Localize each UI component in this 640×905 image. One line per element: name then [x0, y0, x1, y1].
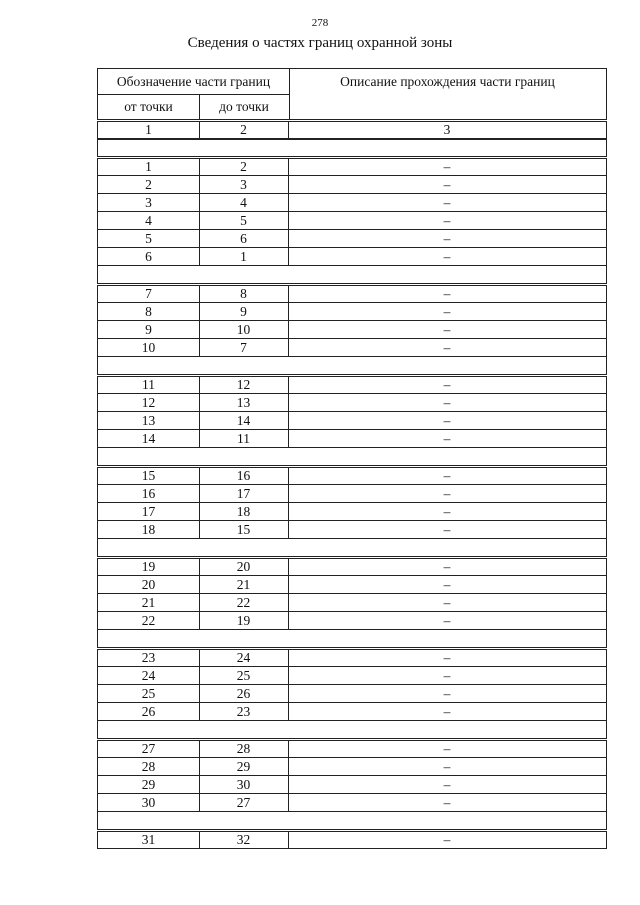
to-point-cell: 6 — [199, 230, 289, 247]
column-number-row — [97, 121, 607, 139]
description-cell: – — [443, 394, 451, 410]
description-cell: – — [443, 248, 451, 264]
description-cell: – — [443, 286, 451, 301]
to-point-cell: 25 — [199, 667, 289, 684]
from-point-cell: 1 — [98, 159, 200, 175]
table-row — [97, 558, 607, 576]
to-point-cell: 1 — [199, 248, 289, 265]
description-cell: – — [443, 685, 451, 701]
from-point-cell: 9 — [98, 321, 200, 338]
description-cell: – — [443, 832, 451, 847]
from-point-cell: 28 — [98, 758, 200, 775]
to-point-cell: 28 — [199, 741, 289, 757]
header-to-point: до точки — [219, 99, 269, 114]
group-separator-row — [97, 721, 607, 739]
from-point-cell: 6 — [98, 248, 200, 265]
to-point-cell: 17 — [199, 485, 289, 502]
description-cell: – — [443, 794, 451, 810]
from-point-cell: 25 — [98, 685, 200, 702]
table-row — [97, 685, 607, 703]
from-point-cell: 13 — [98, 412, 200, 429]
to-point-cell: 29 — [199, 758, 289, 775]
description-cell: – — [443, 176, 451, 192]
description-cell: – — [443, 612, 451, 628]
group-separator-row — [97, 357, 607, 375]
table-row — [97, 430, 607, 448]
table-row — [97, 248, 607, 266]
from-point-cell: 15 — [98, 468, 200, 484]
to-point-cell: 3 — [199, 176, 289, 193]
from-point-cell: 2 — [98, 176, 200, 193]
table-row — [97, 594, 607, 612]
to-point-cell: 14 — [199, 412, 289, 429]
from-point-cell: 14 — [98, 430, 200, 447]
table-row — [97, 176, 607, 194]
description-cell: – — [443, 559, 451, 574]
from-point-cell: 3 — [98, 194, 200, 211]
from-point-cell: 10 — [98, 339, 200, 356]
group-separator-row — [97, 139, 607, 157]
to-point-cell: 21 — [199, 576, 289, 593]
from-point-cell: 19 — [98, 559, 200, 575]
description-cell: – — [443, 430, 451, 446]
table-row — [97, 667, 607, 685]
table-row — [97, 303, 607, 321]
header-from-point: от точки — [98, 94, 200, 120]
column-number-cell: 2 — [199, 122, 289, 138]
table-row — [97, 212, 607, 230]
group-separator-row — [97, 812, 607, 830]
to-point-cell: 11 — [199, 430, 289, 447]
from-point-cell: 20 — [98, 576, 200, 593]
description-cell: – — [443, 468, 451, 483]
page-title: Сведения о частях границ охранной зоны — [187, 35, 453, 51]
header-group-label: Обозначение части границ — [98, 69, 289, 95]
to-point-cell: 24 — [199, 650, 289, 666]
from-point-cell: 22 — [98, 612, 200, 629]
from-point-cell: 16 — [98, 485, 200, 502]
table-row — [97, 649, 607, 667]
to-point-cell: 8 — [199, 286, 289, 302]
from-point-cell: 7 — [98, 286, 200, 302]
table-row — [97, 703, 607, 721]
table-row — [97, 230, 607, 248]
header-boundary-designation — [98, 69, 290, 119]
from-point-cell: 27 — [98, 741, 200, 757]
from-point-cell: 23 — [98, 650, 200, 666]
from-point-cell: 31 — [98, 832, 200, 848]
table-row — [97, 612, 607, 630]
boundary-parts-table — [97, 68, 607, 849]
description-cell: – — [443, 412, 451, 428]
header-description: Описание прохождения части границ — [340, 73, 555, 89]
description-cell: – — [443, 212, 451, 228]
column-number-cell: 1 — [98, 122, 200, 138]
table-row — [97, 194, 607, 212]
to-point-cell: 30 — [199, 776, 289, 793]
to-point-cell: 2 — [199, 159, 289, 175]
group-separator-row — [97, 448, 607, 466]
table-row — [97, 521, 607, 539]
table-row — [97, 740, 607, 758]
table-row — [97, 831, 607, 849]
description-cell: – — [443, 776, 451, 792]
from-point-cell: 18 — [98, 521, 200, 538]
from-point-cell: 17 — [98, 503, 200, 520]
description-cell: – — [443, 650, 451, 665]
column-number-cell: 3 — [443, 122, 451, 137]
from-point-cell: 4 — [98, 212, 200, 229]
from-point-cell: 12 — [98, 394, 200, 411]
to-point-cell: 20 — [199, 559, 289, 575]
to-point-cell: 15 — [199, 521, 289, 538]
table-row — [97, 412, 607, 430]
table-row — [97, 794, 607, 812]
to-point-cell: 4 — [199, 194, 289, 211]
table-row — [97, 394, 607, 412]
from-point-cell: 5 — [98, 230, 200, 247]
table-row — [97, 776, 607, 794]
description-cell: – — [443, 159, 451, 174]
page-number: 278 — [311, 17, 329, 29]
from-point-cell: 11 — [98, 377, 200, 393]
to-point-cell: 9 — [199, 303, 289, 320]
description-cell: – — [443, 321, 451, 337]
to-point-cell: 10 — [199, 321, 289, 338]
table-row — [97, 376, 607, 394]
to-point-cell: 19 — [199, 612, 289, 629]
to-point-cell: 16 — [199, 468, 289, 484]
description-cell: – — [443, 485, 451, 501]
to-point-cell: 7 — [199, 339, 289, 356]
table-row — [97, 485, 607, 503]
description-cell: – — [443, 194, 451, 210]
table-header — [97, 68, 607, 120]
to-point-cell: 12 — [199, 377, 289, 393]
description-cell: – — [443, 667, 451, 683]
table-row — [97, 467, 607, 485]
description-cell: – — [443, 758, 451, 774]
description-cell: – — [443, 377, 451, 392]
table-row — [97, 503, 607, 521]
description-cell: – — [443, 303, 451, 319]
from-point-cell: 26 — [98, 703, 200, 720]
to-point-cell: 23 — [199, 703, 289, 720]
to-point-cell: 22 — [199, 594, 289, 611]
from-point-cell: 21 — [98, 594, 200, 611]
to-point-cell: 5 — [199, 212, 289, 229]
table-row — [97, 339, 607, 357]
group-separator-row — [97, 630, 607, 648]
description-cell: – — [443, 703, 451, 719]
table-row — [97, 285, 607, 303]
description-cell: – — [443, 741, 451, 756]
to-point-cell: 32 — [199, 832, 289, 848]
description-cell: – — [443, 503, 451, 519]
table-row — [97, 158, 607, 176]
to-point-cell: 18 — [199, 503, 289, 520]
to-point-cell: 13 — [199, 394, 289, 411]
description-cell: – — [443, 594, 451, 610]
table-row — [97, 758, 607, 776]
from-point-cell: 8 — [98, 303, 200, 320]
description-cell: – — [443, 521, 451, 537]
table-row — [97, 576, 607, 594]
group-separator-row — [97, 539, 607, 557]
group-separator-row — [97, 266, 607, 284]
table-row — [97, 321, 607, 339]
from-point-cell: 29 — [98, 776, 200, 793]
description-cell: – — [443, 576, 451, 592]
description-cell: – — [443, 230, 451, 246]
to-point-cell: 26 — [199, 685, 289, 702]
from-point-cell: 30 — [98, 794, 200, 811]
from-point-cell: 24 — [98, 667, 200, 684]
to-point-cell: 27 — [199, 794, 289, 811]
description-cell: – — [443, 339, 451, 355]
